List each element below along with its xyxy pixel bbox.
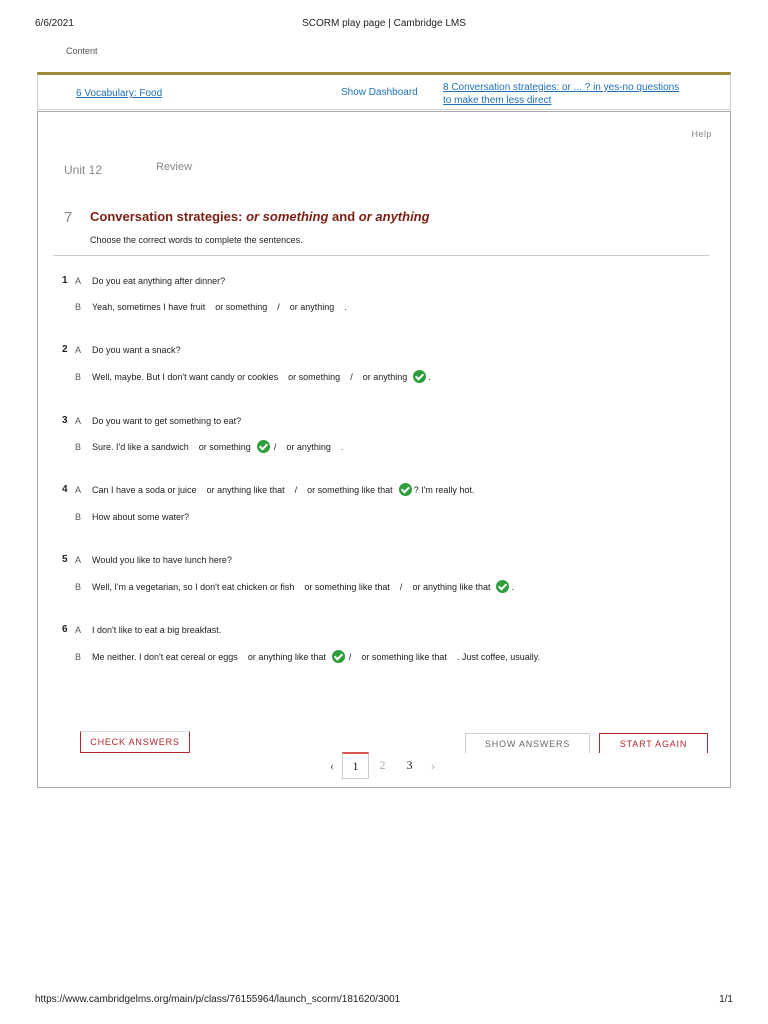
speaker-b: B bbox=[75, 302, 82, 312]
page-3-button[interactable]: 3 bbox=[406, 758, 413, 772]
question-b-line bbox=[92, 512, 189, 522]
exercise-title-and: and bbox=[332, 209, 356, 224]
exercise-title bbox=[90, 209, 430, 224]
question-a-line bbox=[92, 555, 232, 565]
pagination bbox=[322, 752, 443, 779]
question-b-line bbox=[92, 302, 347, 312]
speaker-a: A bbox=[75, 625, 82, 635]
question-b-line bbox=[92, 370, 431, 383]
option-or-something-like-that[interactable]: or something like that bbox=[304, 581, 390, 592]
correct-check-icon bbox=[332, 650, 345, 663]
prev-page-arrow-icon[interactable]: ‹ bbox=[329, 757, 335, 773]
option-or-something[interactable]: or something bbox=[288, 371, 341, 382]
unit-label: Unit 12 bbox=[64, 163, 103, 177]
question-b-line bbox=[92, 580, 514, 593]
sentence-end: . bbox=[340, 441, 344, 452]
sentence-end: ? I'm really hot. bbox=[413, 484, 475, 495]
question-a-text: Would you like to have lunch here? bbox=[92, 555, 232, 565]
prev-activity-link[interactable]: 6 Vocabulary: Food bbox=[76, 88, 163, 99]
print-title: SCORM play page | Cambridge LMS bbox=[302, 18, 466, 29]
show-dashboard-link[interactable]: Show Dashboard bbox=[341, 87, 418, 98]
option-separator: / bbox=[350, 371, 353, 382]
help-link[interactable]: Help bbox=[691, 129, 712, 139]
option-separator: / bbox=[273, 441, 277, 452]
question-a-line bbox=[92, 345, 181, 355]
activity-panel bbox=[37, 111, 731, 788]
next-page-arrow-icon[interactable]: › bbox=[430, 757, 436, 773]
review-label: Review bbox=[156, 161, 193, 173]
correct-check-icon bbox=[413, 370, 426, 383]
speaker-b: B bbox=[75, 582, 82, 592]
correct-check-icon bbox=[257, 440, 270, 453]
question-b-text: Well, I'm a vegetarian, so I don't eat chicken or fish bbox=[92, 581, 295, 592]
speaker-b: B bbox=[75, 442, 82, 452]
speaker-a: A bbox=[75, 416, 82, 426]
option-or-something[interactable]: or something bbox=[198, 441, 251, 452]
option-or-anything[interactable]: or anything bbox=[362, 371, 408, 382]
question-a-text: Do you want to get something to eat? bbox=[92, 416, 242, 426]
sentence-end: . bbox=[344, 302, 347, 312]
question-number: 1 bbox=[62, 275, 68, 286]
unit-navigation bbox=[37, 72, 731, 110]
speaker-b: B bbox=[75, 512, 82, 522]
option-or-anything[interactable]: or anything bbox=[289, 302, 335, 312]
question-b-text: Well, maybe. But I don't want candy or cookies bbox=[92, 371, 279, 382]
divider bbox=[53, 255, 709, 256]
correct-check-icon bbox=[496, 580, 509, 593]
page-2-button[interactable]: 2 bbox=[379, 758, 386, 772]
question-a-line bbox=[92, 416, 241, 426]
option-separator: / bbox=[348, 651, 352, 662]
speaker-a: A bbox=[75, 555, 82, 565]
speaker-a: A bbox=[75, 485, 82, 495]
speaker-a: A bbox=[75, 345, 82, 355]
option-or-something[interactable]: or something bbox=[215, 302, 268, 312]
option-or-anything-like-that[interactable]: or anything like that bbox=[247, 651, 326, 662]
question-b-line bbox=[92, 440, 343, 453]
speaker-b: B bbox=[75, 372, 82, 382]
question-b-text: Yeah, sometimes I have fruit bbox=[92, 302, 206, 312]
option-or-anything-like-that[interactable]: or anything like that bbox=[206, 484, 285, 495]
question-number: 5 bbox=[62, 554, 68, 565]
exercise-number: 7 bbox=[64, 209, 73, 226]
speaker-a: A bbox=[75, 276, 82, 286]
option-separator: / bbox=[277, 302, 280, 312]
question-a-text: Do you want a snack? bbox=[92, 345, 181, 355]
question-a-text: I don't like to eat a big breakfast. bbox=[92, 625, 222, 635]
question-a-text: Do you eat anything after dinner? bbox=[92, 276, 226, 286]
speaker-b: B bbox=[75, 652, 82, 662]
option-separator: / bbox=[294, 484, 298, 495]
show-answers-button[interactable]: SHOW ANSWERS bbox=[465, 733, 590, 753]
sentence-end: . bbox=[428, 371, 431, 382]
print-date: 6/6/2021 bbox=[35, 18, 74, 29]
footer-page-number: 1/1 bbox=[719, 994, 733, 1005]
question-b-text: How about some water? bbox=[92, 512, 190, 522]
sentence-end: . bbox=[511, 581, 514, 592]
question-number: 4 bbox=[62, 484, 68, 495]
option-or-anything-like-that[interactable]: or anything like that bbox=[412, 581, 491, 592]
page-1-button[interactable]: 1 bbox=[342, 752, 369, 779]
exercise-title-option1: or something bbox=[246, 209, 329, 224]
question-b-line bbox=[92, 650, 540, 663]
question-number: 6 bbox=[62, 624, 68, 635]
next-activity-link[interactable]: 8 Conversation strategies: or ... ? in yes-no questions to make them less direct bbox=[443, 82, 680, 106]
question-a-line bbox=[92, 625, 221, 635]
correct-check-icon bbox=[399, 483, 412, 496]
question-a-text: Can I have a soda or juice bbox=[92, 484, 197, 495]
question-b-text: Sure. I'd like a sandwich bbox=[92, 441, 189, 452]
question-number: 3 bbox=[62, 415, 68, 426]
exercise-title-option2: or anything bbox=[358, 209, 430, 224]
check-answers-button[interactable]: CHECK ANSWERS bbox=[80, 731, 190, 753]
content-label: Content bbox=[66, 46, 98, 56]
option-or-something-like-that[interactable]: or something like that bbox=[307, 484, 393, 495]
sentence-end: . Just coffee, usually. bbox=[456, 651, 541, 662]
instruction-text: Choose the correct words to complete the sentences. bbox=[90, 235, 303, 245]
question-a-line bbox=[92, 276, 225, 286]
option-or-anything[interactable]: or anything bbox=[286, 441, 331, 452]
option-or-something-like-that[interactable]: or something like that bbox=[361, 651, 447, 662]
question-a-line bbox=[92, 483, 474, 496]
question-number: 2 bbox=[62, 344, 68, 355]
exercise-title-prefix: Conversation strategies: bbox=[90, 209, 243, 224]
question-b-text: Me neither. I don't eat cereal or eggs bbox=[92, 651, 238, 662]
footer-url: https://www.cambridgelms.org/main/p/class/76155964/launch_scorm/181620/3001 bbox=[35, 994, 401, 1005]
start-again-button[interactable]: START AGAIN bbox=[599, 733, 708, 753]
option-separator: / bbox=[399, 581, 403, 592]
